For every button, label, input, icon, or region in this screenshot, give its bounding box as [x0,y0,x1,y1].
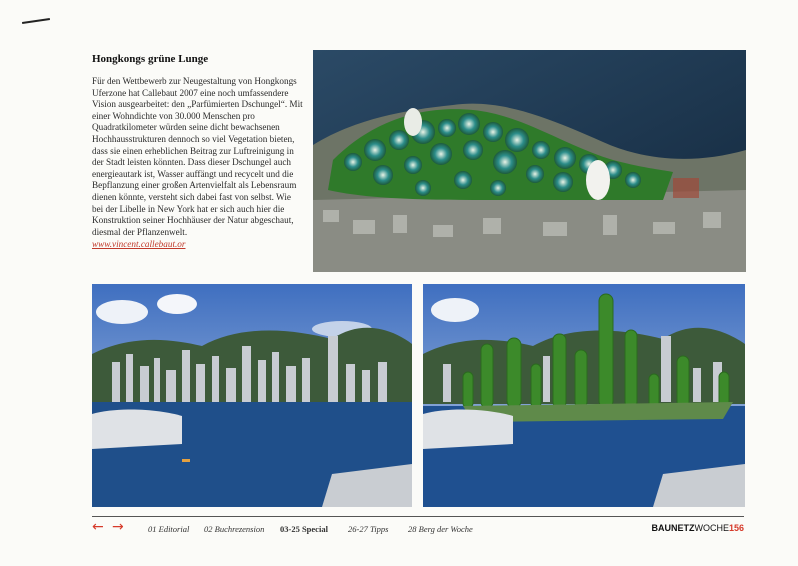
aerial-rendering-image [313,50,746,272]
nav-item-buchrezension[interactable]: 02 Buchrezension [204,524,265,534]
issue-number: 156 [728,523,744,533]
website-link[interactable]: www.vincent.callebaut.or [92,239,186,250]
nav-item-editorial[interactable]: 01 Editorial [148,524,190,534]
skyline-after-image [423,284,745,507]
article-body: Für den Wettbewerb zur Neugestaltung von Hongkongs Uferzone hat Callebaut 2007 eine noch umfassendere Vision ausgearbeitet: den „Parfümierten Dschungel“. Mit einer Wohndichte von 30.000 Menschen pro Quadratkilometer würden seine dicht bewachsenen Hochhausstrukturen dennoch so viel Vegetation bieten, dass sie einen erheblichen Beitrag zur Luftreinigung in der Stadt leisten könnten. Dass dieser Dschungel auch energieautark ist, Wasser auffängt und recycelt und die Bepflanzung einer großen Artenvielfalt als Lebensraum dienen könnte, versteht sich dabei fast von selbst. Wie bei der Libelle in New York hat er sich auch hier die Konstruktion seiner Hochhäuser der Natur abgeschaut, diesmal der Pflanzenwelt. [92,76,303,237]
page-corner-mark [22,18,50,24]
article-column [92,53,304,251]
nav-item-special[interactable]: 03-25 Special [280,524,328,534]
brand-logo: BAUNETZWOCHE156 [651,523,744,533]
article-title: Hongkongs grüne Lunge [92,53,209,65]
arrow-left-icon[interactable]: ← [92,519,104,535]
footer-divider [92,516,744,517]
page-footer [92,519,744,538]
nav-item-berg-der-woche[interactable]: 28 Berg der Woche [408,524,473,534]
nav-item-tipps[interactable]: 26-27 Tipps [348,524,389,534]
skyline-before-image [92,284,412,507]
arrow-right-icon[interactable]: → [112,519,124,535]
